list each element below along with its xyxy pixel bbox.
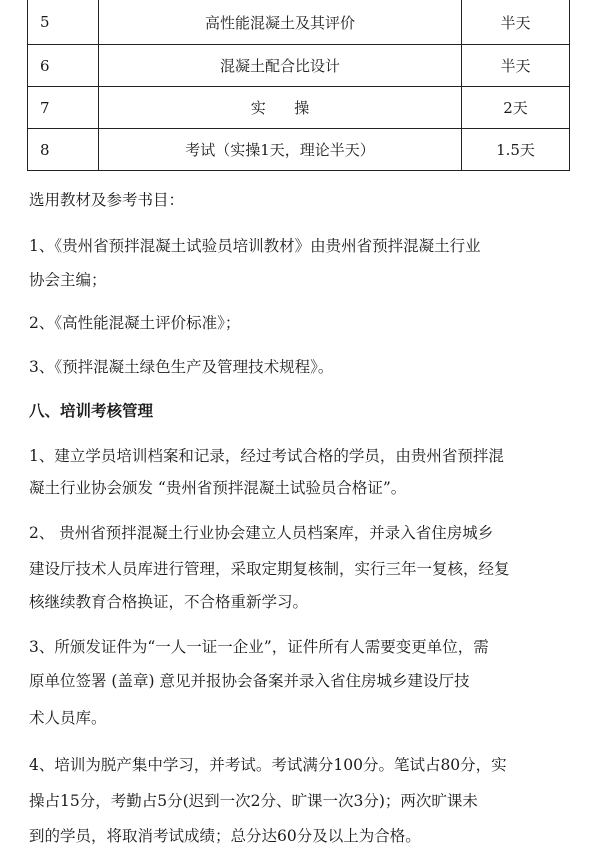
row-number: 7 (28, 87, 99, 129)
paragraph-3-cont (29, 703, 577, 733)
paragraph-4-cont (29, 786, 577, 816)
section-heading (29, 396, 577, 426)
paragraph-2-cont (29, 554, 577, 584)
row-number: 8 (28, 129, 99, 171)
materials-item-2 (29, 308, 577, 338)
paragraph-4-cont (29, 821, 577, 851)
table-row (28, 129, 570, 171)
paragraph-3 (29, 632, 577, 662)
materials-item-3 (29, 352, 577, 382)
paragraph-3-cont (29, 666, 577, 696)
table-row (28, 87, 570, 129)
table-row (28, 0, 570, 45)
materials-section (29, 185, 577, 215)
text-line: 术人员库。 (29, 709, 107, 727)
course-duration: 半天 (462, 45, 570, 87)
row-number: 5 (28, 0, 99, 45)
text-line: 操占15分，考勤占5分(迟到一次2分、旷课一次3分)；两次旷课未 (29, 792, 478, 810)
text-line: 3、《预拌混凝土绿色生产及管理技术规程》。 (29, 358, 334, 376)
paragraph-4 (29, 750, 577, 780)
materials-item-1-cont (29, 265, 577, 295)
section-title: 八、培训考核管理 (29, 401, 154, 420)
course-duration: 2天 (462, 87, 570, 129)
row-number: 6 (28, 45, 99, 87)
training-schedule-table (27, 0, 570, 171)
text-line: 协会主编； (29, 271, 107, 289)
course-duration: 半天 (462, 0, 570, 45)
materials-title: 选用教材及参考书目： (29, 191, 185, 209)
course-content: 高性能混凝土及其评价 (99, 0, 462, 45)
text-line: 1、建立学员培训档案和记录，经过考试合格的学员，由贵州省预拌混 (29, 447, 504, 465)
text-line: 4、培训为脱产集中学习，并考试。考试满分100分。笔试占80分，实 (29, 756, 507, 774)
course-duration: 1.5天 (462, 129, 570, 171)
paragraph-2-cont (29, 587, 577, 617)
text-line: 到的学员，将取消考试成绩；总分达60分及以上为合格。 (29, 827, 421, 845)
course-content: 实 操 (99, 87, 462, 129)
text-line: 原单位签署 (盖章) 意见并报协会备案并录入省住房城乡建设厅技 (29, 672, 470, 690)
paragraph-1 (29, 441, 577, 471)
text-line: 核继续教育合格换证，不合格重新学习。 (29, 593, 309, 611)
text-line: 3、所颁发证件为“一人一证一企业”，证件所有人需要变更单位，需 (29, 638, 489, 656)
paragraph-2 (29, 518, 577, 548)
course-content: 混凝土配合比设计 (99, 45, 462, 87)
materials-item-1 (29, 231, 577, 261)
paragraph-1-cont (29, 473, 577, 503)
course-content: 考试（实操1天，理论半天） (99, 129, 462, 171)
text-line: 2、 贵州省预拌混凝土行业协会建立人员档案库，并录入省住房城乡 (29, 524, 494, 542)
text-line: 2、《高性能混凝土评价标准》； (29, 314, 241, 332)
table-row (28, 45, 570, 87)
text-line: 凝土行业协会颁发 “贵州省预拌混凝土试验员合格证”。 (29, 479, 407, 497)
text-line: 1、《贵州省预拌混凝土试验员培训教材》由贵州省预拌混凝土行业 (29, 237, 481, 255)
text-line: 建设厅技术人员库进行管理，采取定期复核制，实行三年一复核，经复 (29, 560, 510, 578)
